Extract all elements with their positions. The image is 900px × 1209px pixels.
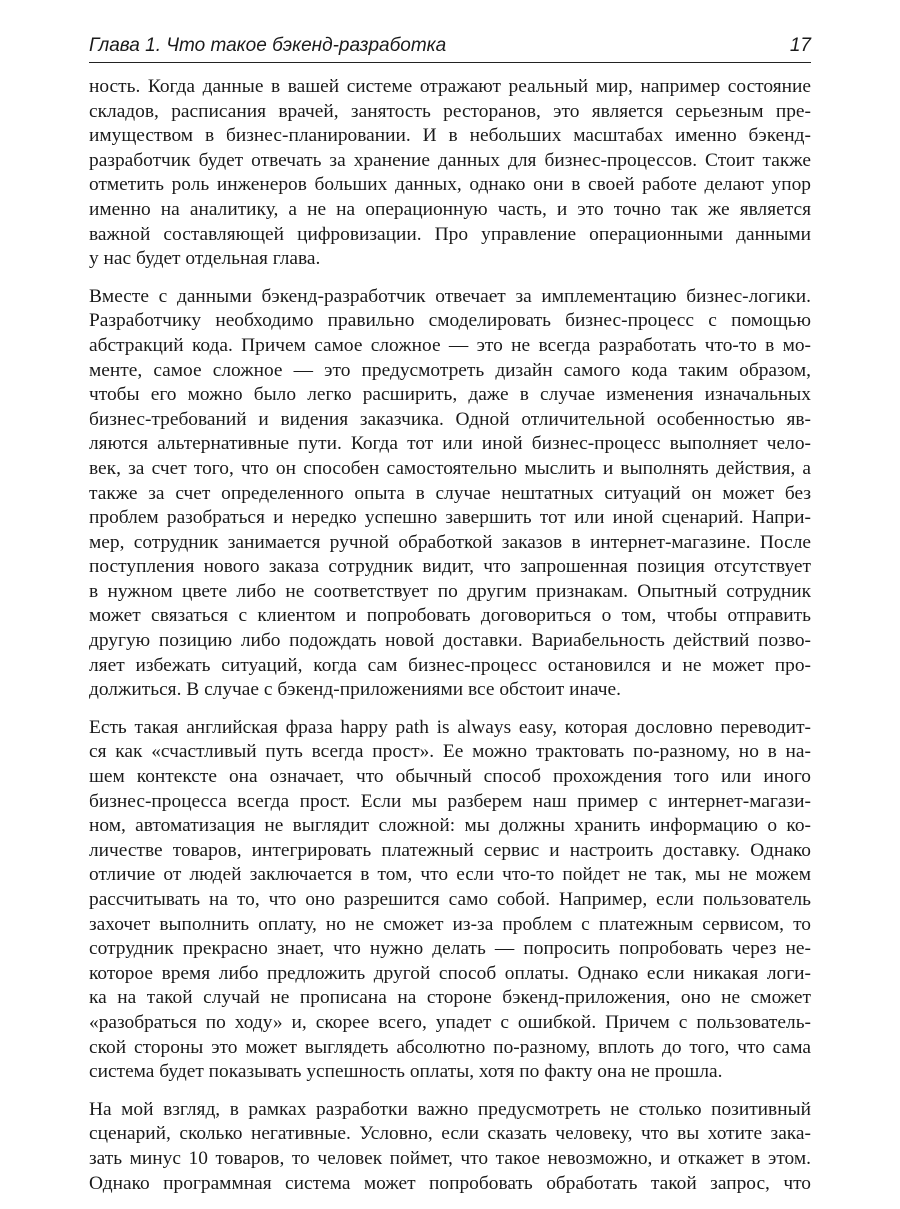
- text-line: рассчитывать на то, что оно разрешится само собой. Например, если пользователь: [89, 889, 811, 910]
- text-line: шем контексте она означает, что обычный способ прохождения того или иного: [89, 766, 811, 788]
- text-line: зать минус 10 товаров, то человек поймет, что такое невозможно, и откажет в этом.: [89, 1147, 811, 1169]
- text-line: отличие от людей заключается в том, что если что-то пойдет не так, мы не можем: [89, 864, 811, 886]
- text-line: складов, расписания врачей, занятость ресторанов, это является серьезным пре-: [89, 100, 811, 122]
- text-line: в нужном цвете либо не соответствует по другим признакам. Опытный сотрудник: [89, 580, 811, 602]
- text-line: личестве товаров, интегрировать платежный сервис и настроить доставку. Однако: [89, 839, 811, 861]
- text-line: Есть такая английская фраза happy path is always easy, которая дословно переводит-: [89, 716, 811, 738]
- text-line: отметить роль инженеров больших данных, однако они в своей работе делают упор: [89, 174, 811, 196]
- text-line: бизнес-требований и видения заказчика. Одной отличительной особенностью яв-: [89, 408, 811, 430]
- paragraph: [89, 716, 811, 1085]
- text-line: ся как «счастливый путь всегда прост». Ее можно трактовать по-разному, но в на-: [89, 741, 811, 763]
- text-line: другую позицию либо подождать новой доставки. Вариабельность действий позво-: [89, 630, 811, 652]
- text-line: захочет выполнить оплату, но не сможет из-за проблем с платежным сервисом, то: [89, 913, 811, 935]
- text-line: менте, самое сложное — это предусмотреть дизайн самого кода таким образом,: [89, 359, 811, 381]
- text-line: ность. Когда данные в вашей системе отражают реальный мир, например состояние: [89, 76, 811, 97]
- chapter-title: Глава 1. Что такое бэкенд-разработка: [89, 35, 447, 56]
- text-line: которое время либо предложить другой способ оплаты. Однако если никакая логи-: [89, 962, 811, 984]
- text-line: Вместе с данными бэкенд-разработчик отвечает за имплементацию бизнес-логики.: [89, 285, 811, 307]
- text-line: мер, сотрудник занимается ручной обработкой заказов в интернет-магазине. После: [89, 531, 811, 553]
- text-line: ской стороны это может выглядеть абсолютно по-разному, вплоть до того, что сама: [89, 1036, 811, 1058]
- text-line: бизнес-процесса всегда прост. Если мы разберем наш пример с интернет-магази-: [89, 790, 811, 812]
- text-line: также за счет определенного опыта в случае нештатных ситуаций он может без: [89, 482, 811, 504]
- paragraph: [89, 285, 811, 703]
- text-line: именно на аналитику, а не на операционную часть, и это точно так же является: [89, 198, 811, 220]
- body-text: [89, 75, 811, 1209]
- text-line: На мой взгляд, в рамках разработки важно предусмотреть не столько позитивный: [89, 1098, 811, 1120]
- text-line: «разобраться по ходу» и, скорее всего, упадет с ошибкой. Причем с пользователь-: [89, 1011, 811, 1033]
- text-line: должиться. В случае с бэкенд-приложениями все обстоит иначе.: [89, 679, 621, 701]
- text-line: проблем разобраться и нередко успешно завершить тот или иной сценарий. Напри-: [89, 507, 811, 529]
- text-line: поступления нового заказа сотрудник видит, что запрошенная позиция отсутствует: [89, 556, 811, 578]
- text-line: ляются альтернативные пути. Когда тот или иной бизнес-процесс выполняет чело-: [89, 433, 811, 455]
- text-line: чтобы его можно было легко расширить, даже в случае изменения изначальных: [89, 384, 811, 406]
- paragraph: [89, 1098, 811, 1196]
- text-line: ном, автоматизация не выглядит сложной: мы должны хранить информацию о ко-: [89, 815, 811, 837]
- text-line: сценарий, сколько негативные. Условно, если сказать человеку, что вы хотите зака-: [89, 1123, 811, 1145]
- text-line: важной составляющей цифровизации. Про управление операционными данными: [89, 223, 811, 245]
- text-line: имуществом в бизнес-планировании. И в небольших масштабах именно бэкенд-: [89, 125, 811, 147]
- text-line: абстракций кода. Причем самое сложное — это не всегда разработать что-то в мо-: [89, 334, 811, 356]
- text-line: может связаться с клиентом и попробовать договориться о том, чтобы отправить: [89, 605, 811, 627]
- text-line: ляет избежать ситуаций, когда сам бизнес-процесс остановился и не может про-: [89, 654, 811, 676]
- text-line: разработчик будет отвечать за хранение данных для бизнес-процессов. Стоит также: [89, 149, 811, 171]
- text-line: у нас будет отдельная глава.: [89, 248, 321, 270]
- page-number: 17: [789, 35, 811, 56]
- text-line: система будет показывать успешность оплаты, хотя по факту она не прошла.: [89, 1061, 723, 1083]
- text-line: век, за счет того, что он способен самостоятельно мыслить и выполнять действия, а: [89, 457, 811, 479]
- text-line: Разработчику необходимо правильно смоделировать бизнес-процесс с помощью: [89, 310, 811, 332]
- text-line: Однако программная система может попробовать обработать такой запрос, что: [89, 1172, 811, 1194]
- running-header: [89, 28, 811, 63]
- text-line: ка на такой случай не прописана на стороне бэкенд-приложения, оно не сможет: [89, 987, 811, 1009]
- text-line: сотрудник прекрасно знает, что нужно делать — попросить попробовать через не-: [89, 938, 811, 960]
- paragraph: [89, 75, 811, 272]
